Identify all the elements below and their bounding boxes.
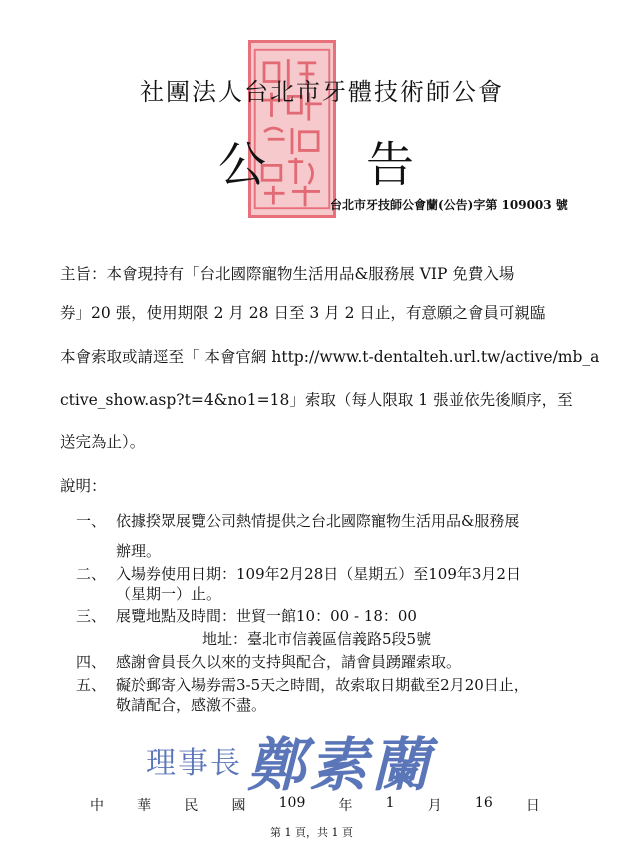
date-token: 國 [231, 798, 246, 814]
organization-title: 社團法人台北市牙體技術師公會 [140, 78, 504, 106]
item-1-line-1: 依據揆眾展覽公司熱情提供之台北國際寵物生活用品&服務展 [116, 512, 520, 530]
item-number-1: 一、 [76, 512, 107, 530]
item-4-line-1: 感謝會員長久以來的支持與配合，請會員踴躍索取。 [116, 653, 462, 671]
subject-line-4: ctive_show.asp?t=4&no1=18」索取（每人限取 1 張並依先後順序，至 [60, 391, 573, 409]
chairman-signature [146, 718, 496, 799]
item-number-5: 五、 [76, 676, 107, 694]
notice-title-right: 告 [366, 137, 415, 193]
date-token: 月 [427, 798, 442, 814]
item-5-line-2: 敬請配合，感激不盡。 [116, 696, 267, 714]
item-3-address: 地址：臺北市信義區信義路5段5號 [202, 630, 432, 648]
page-footer: 第 1 頁，共 1 頁 [270, 826, 353, 839]
subject-line-2: 券」20 張，使用期限 2 月 28 日至 3 月 2 日止，有意願之會員可親臨 [60, 304, 546, 322]
date-token: 民 [184, 798, 199, 814]
subject-line-1: 主旨：本會現持有「台北國際寵物生活用品&服務展 VIP 免費入場 [60, 265, 515, 283]
item-2-line-1: 入場券使用日期：109年2月28日（星期五）至109年3月2日 [116, 565, 521, 583]
date-token: 中 [90, 798, 104, 814]
signature-name: 鄭素蘭 [247, 731, 434, 799]
item-2-line-2: （星期一）止。 [116, 585, 222, 603]
date-token: 1 [385, 795, 395, 811]
date-token: 日 [525, 798, 540, 814]
item-5-line-1: 礙於郵寄入場券需3-5天之時間，故索取日期截至2月20日止， [116, 676, 529, 694]
date-token: 華 [137, 798, 152, 814]
item-number-4: 四、 [76, 653, 107, 671]
explanation-heading: 說明： [60, 477, 107, 495]
date-row [90, 795, 540, 815]
item-1-line-2: 辦理。 [116, 542, 162, 560]
subject-line-5: 送完為止）。 [60, 433, 146, 451]
notice-title-left: 公 [218, 137, 267, 193]
date-token: 16 [474, 795, 493, 811]
date-token: 109 [278, 795, 306, 811]
signature-title: 理事長 [146, 746, 242, 781]
date-token: 年 [338, 798, 353, 814]
item-number-2: 二、 [76, 565, 107, 583]
item-3-line-1: 展覽地點及時間：世貿一館10：00 - 18：00 [116, 607, 417, 625]
document-number: 台北市牙技師公會蘭(公告)字第 109003 號 [330, 198, 568, 212]
item-number-3: 三、 [76, 607, 107, 625]
subject-line-3: 本會索取或請逕至「 本會官網 http://www.t-dentalteh.url.tw/active/mb_a [60, 348, 600, 366]
